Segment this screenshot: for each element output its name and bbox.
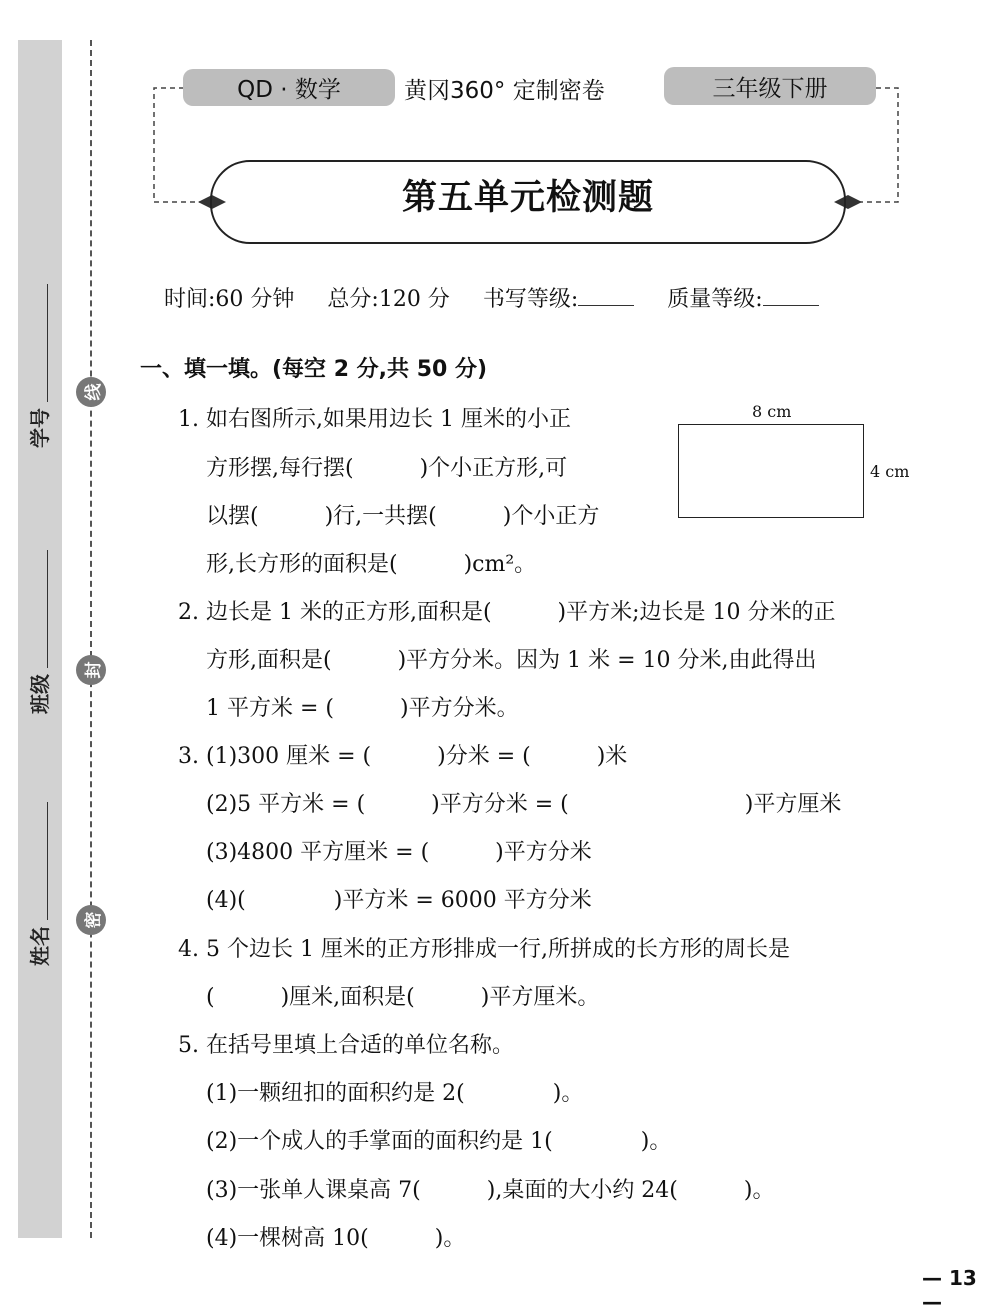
name-blank[interactable] bbox=[29, 802, 48, 920]
question-line: 3. (1)300 厘米 = ( )分米 = ( )米 bbox=[178, 744, 628, 769]
question-line: 方形,面积是( )平方分米。因为 1 米 = 10 分米,由此得出 bbox=[206, 648, 817, 673]
seal-mi: 密 bbox=[76, 905, 106, 935]
figure-height-label: 4 cm bbox=[870, 462, 910, 481]
writing-grade-label: 书写等级: bbox=[482, 287, 579, 312]
page-number: — 13 — bbox=[922, 1266, 977, 1314]
student-number-label: 学号 bbox=[28, 408, 52, 448]
class-blank[interactable] bbox=[29, 550, 48, 668]
question-line: (2)5 平方米 = ( )平方分米 = ( )平方厘米 bbox=[206, 792, 842, 817]
total-score-info: 总分:120 分 bbox=[327, 287, 450, 312]
writing-grade-blank[interactable] bbox=[578, 305, 634, 306]
cut-line bbox=[90, 40, 92, 1238]
exam-info bbox=[164, 282, 845, 313]
grade-pill: 三年级下册 bbox=[664, 67, 876, 105]
name-field[interactable] bbox=[24, 802, 53, 966]
time-info: 时间:60 分钟 bbox=[164, 287, 295, 312]
question-line: 1 平方米 = ( )平方分米。 bbox=[206, 696, 519, 721]
question-line: 4. 5 个边长 1 厘米的正方形排成一行,所拼成的长方形的周长是 bbox=[178, 937, 790, 962]
question-line: 2. 边长是 1 米的正方形,面积是( )平方米;边长是 10 分米的正 bbox=[178, 600, 836, 625]
section-heading: 一、填一填。(每空 2 分,共 50 分) bbox=[140, 357, 488, 382]
series-title: 黄冈360° 定制密卷 bbox=[404, 78, 605, 104]
quality-grade-blank[interactable] bbox=[763, 305, 819, 306]
question-line: (1)一颗纽扣的面积约是 2( )。 bbox=[206, 1081, 584, 1106]
student-number-blank[interactable] bbox=[29, 284, 48, 402]
name-label: 姓名 bbox=[28, 926, 52, 966]
seal-xian: 线 bbox=[76, 377, 106, 407]
question-line: (3)4800 平方厘米 = ( )平方分米 bbox=[206, 840, 592, 865]
question-line: ( )厘米,面积是( )平方厘米。 bbox=[206, 985, 600, 1010]
question-line: 形,长方形的面积是( )cm²。 bbox=[206, 552, 537, 577]
student-number-field[interactable] bbox=[24, 284, 53, 448]
seal-feng: 封 bbox=[76, 655, 106, 685]
question-line: 以摆( )行,一共摆( )个小正方 bbox=[206, 504, 600, 529]
class-label: 班级 bbox=[28, 674, 52, 714]
class-field[interactable] bbox=[24, 550, 53, 714]
question-line: (4)( )平方米 = 6000 平方分米 bbox=[206, 888, 592, 913]
question-line: (2)一个成人的手掌面的面积约是 1( )。 bbox=[206, 1129, 672, 1154]
subject-pill: QD · 数学 bbox=[183, 69, 395, 106]
page-title: 第五单元检测题 bbox=[401, 177, 654, 218]
question-line: 5. 在括号里填上合适的单位名称。 bbox=[178, 1033, 514, 1058]
quality-grade-label: 质量等级: bbox=[667, 287, 763, 312]
rectangle-figure bbox=[678, 424, 864, 518]
figure-width-label: 8 cm bbox=[752, 402, 792, 421]
question-line: 1. 如右图所示,如果用边长 1 厘米的小正 bbox=[178, 407, 571, 432]
question-line: (4)一棵树高 10( )。 bbox=[206, 1226, 466, 1251]
question-line: 方形摆,每行摆( )个小正方形,可 bbox=[206, 456, 568, 481]
question-line: (3)一张单人课桌高 7( ),桌面的大小约 24( )。 bbox=[206, 1178, 775, 1203]
